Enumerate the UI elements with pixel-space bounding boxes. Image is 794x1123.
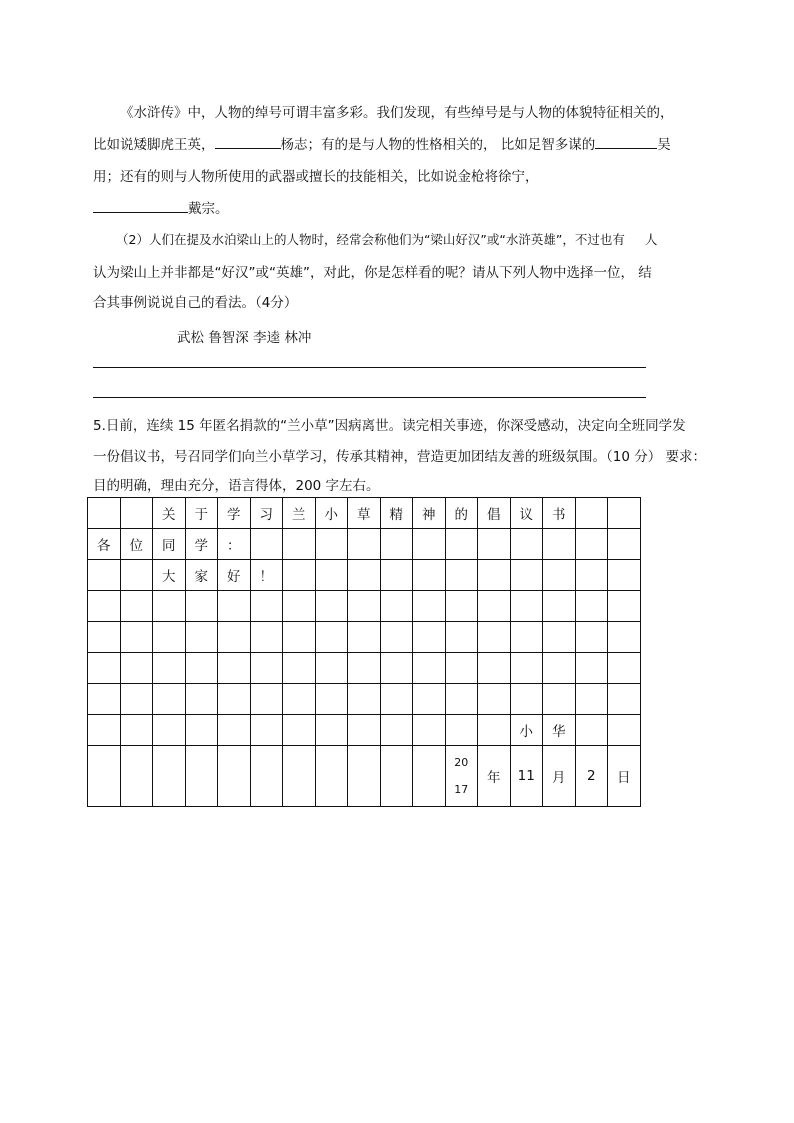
grid-cell[interactable] — [380, 746, 413, 807]
character-options: 武松 鲁智深 李逵 林冲 — [177, 330, 312, 346]
grid-row — [88, 591, 641, 622]
grid-cell[interactable] — [510, 653, 543, 684]
grid-cell[interactable] — [88, 715, 121, 746]
grid-cell[interactable]: 小 — [510, 715, 543, 746]
q5-line1: 5.日前，连续 15 年匿名捐款的“兰小草”因病离世。读完相关事迹，你深受感动，决定向全班同学发 — [93, 418, 686, 434]
grid-cell[interactable] — [413, 622, 446, 653]
grid-cell[interactable]: 日 — [608, 746, 641, 807]
grid-cell[interactable] — [413, 529, 446, 560]
grid-cell[interactable] — [575, 715, 608, 746]
grid-cell[interactable]: 学 — [185, 529, 218, 560]
grid-cell[interactable] — [380, 715, 413, 746]
grid-cell[interactable]: 议 — [510, 498, 543, 529]
grid-row — [88, 684, 641, 715]
grid-cell[interactable] — [478, 622, 511, 653]
grid-cell[interactable] — [153, 591, 186, 622]
grid-cell[interactable] — [153, 622, 186, 653]
grid-cell[interactable]: 精 — [380, 498, 413, 529]
grid-cell[interactable] — [250, 591, 283, 622]
grid-cell[interactable] — [315, 529, 348, 560]
grid-cell[interactable] — [88, 498, 121, 529]
grid-cell[interactable] — [510, 591, 543, 622]
grid-cell[interactable] — [120, 715, 153, 746]
grid-cell[interactable] — [348, 746, 381, 807]
grid-cell[interactable] — [185, 622, 218, 653]
grid-cell[interactable] — [575, 591, 608, 622]
grid-cell[interactable] — [120, 560, 153, 591]
grid-cell[interactable] — [608, 591, 641, 622]
grid-cell[interactable] — [88, 591, 121, 622]
q4-part1-line2-text-b: 杨志；有的是与人物的性格相关的， 比如足智多谋的 — [280, 137, 596, 153]
grid-cell[interactable] — [88, 684, 121, 715]
grid-row — [88, 746, 641, 807]
grid-cell[interactable] — [445, 653, 478, 684]
grid-cell[interactable] — [250, 715, 283, 746]
grid-cell[interactable] — [510, 529, 543, 560]
grid-cell[interactable] — [348, 529, 381, 560]
grid-cell[interactable] — [575, 560, 608, 591]
q4-part1-line2 — [93, 133, 671, 153]
q4-part2-line3: 合其事例说说自己的看法。（4分） — [93, 295, 298, 311]
grid-cell[interactable] — [445, 715, 478, 746]
grid-cell[interactable] — [510, 622, 543, 653]
grid-row — [88, 715, 641, 746]
grid-cell[interactable] — [88, 653, 121, 684]
grid-cell[interactable]: 月 — [543, 746, 576, 807]
grid-cell[interactable] — [413, 591, 446, 622]
grid-cell[interactable] — [445, 560, 478, 591]
writing-grid — [87, 497, 641, 807]
grid-cell[interactable]: 草 — [348, 498, 381, 529]
q4-part1-line2-text-c: 吴 — [657, 137, 671, 153]
grid-cell[interactable] — [510, 684, 543, 715]
grid-cell[interactable] — [608, 529, 641, 560]
grid-cell[interactable]: 华 — [543, 715, 576, 746]
grid-cell[interactable] — [543, 622, 576, 653]
grid-cell[interactable] — [348, 560, 381, 591]
grid-cell[interactable] — [478, 684, 511, 715]
grid-cell[interactable] — [478, 715, 511, 746]
grid-cell[interactable] — [380, 560, 413, 591]
q4-part2-line1 — [116, 230, 657, 248]
grid-cell[interactable] — [120, 653, 153, 684]
grid-cell[interactable]: 小 — [315, 498, 348, 529]
grid-cell[interactable] — [218, 622, 251, 653]
grid-cell[interactable] — [608, 622, 641, 653]
grid-cell[interactable] — [250, 684, 283, 715]
grid-cell[interactable] — [315, 653, 348, 684]
q4-part1-line4 — [93, 197, 229, 217]
grid-cell[interactable] — [185, 684, 218, 715]
grid-cell[interactable] — [250, 653, 283, 684]
grid-cell[interactable]: 年 — [478, 746, 511, 807]
grid-cell[interactable] — [218, 591, 251, 622]
grid-cell[interactable] — [348, 591, 381, 622]
grid-cell[interactable]: 关 — [153, 498, 186, 529]
grid-cell[interactable] — [608, 498, 641, 529]
grid-cell[interactable] — [185, 746, 218, 807]
grid-cell[interactable]: 20 17 — [445, 746, 478, 807]
grid-cell[interactable] — [315, 684, 348, 715]
grid-cell[interactable] — [153, 715, 186, 746]
grid-cell[interactable] — [283, 591, 316, 622]
q4-part2-line1-text: （2）人们在提及水泊梁山上的人物时，经常会称他们为“梁山好汉”或“水浒英雄”，不过也有 — [116, 232, 625, 247]
grid-cell[interactable]: 于 — [185, 498, 218, 529]
grid-cell[interactable] — [315, 715, 348, 746]
grid-cell[interactable] — [575, 653, 608, 684]
grid-cell[interactable]: 家 — [185, 560, 218, 591]
q4-part1-line2-text-a: 比如说矮脚虎王英， — [93, 137, 215, 153]
grid-cell[interactable] — [250, 622, 283, 653]
grid-cell[interactable] — [348, 622, 381, 653]
grid-cell[interactable]: 11 — [510, 746, 543, 807]
grid-cell[interactable]: ！ — [250, 560, 283, 591]
answer-blank-yangzhi[interactable] — [215, 135, 281, 149]
grid-cell[interactable] — [380, 622, 413, 653]
grid-cell[interactable] — [445, 684, 478, 715]
grid-cell[interactable] — [445, 591, 478, 622]
grid-cell[interactable]: 好 — [218, 560, 251, 591]
grid-cell[interactable] — [120, 591, 153, 622]
grid-cell[interactable] — [413, 715, 446, 746]
grid-cell[interactable]: 学 — [218, 498, 251, 529]
grid-cell[interactable] — [543, 591, 576, 622]
grid-cell[interactable] — [445, 622, 478, 653]
grid-cell[interactable] — [413, 560, 446, 591]
grid-cell[interactable] — [120, 746, 153, 807]
answer-line-1[interactable] — [93, 367, 646, 368]
answer-blank-daizong[interactable] — [93, 199, 188, 213]
grid-cell[interactable] — [445, 529, 478, 560]
grid-cell[interactable]: 同 — [153, 529, 186, 560]
answer-line-2[interactable] — [93, 397, 646, 398]
grid-cell[interactable] — [283, 684, 316, 715]
grid-cell[interactable] — [543, 653, 576, 684]
grid-cell[interactable] — [315, 622, 348, 653]
grid-cell[interactable]: 习 — [250, 498, 283, 529]
grid-cell[interactable] — [120, 498, 153, 529]
grid-row — [88, 622, 641, 653]
q4-part1-line1: 《水浒传》中，人物的绰号可谓丰富多彩。我们发现，有些绰号是与人物的体貌特征相关的， — [120, 105, 674, 121]
grid-row — [88, 653, 641, 684]
grid-cell[interactable] — [575, 498, 608, 529]
grid-cell[interactable] — [153, 746, 186, 807]
grid-cell[interactable] — [413, 746, 446, 807]
grid-cell[interactable] — [218, 684, 251, 715]
grid-cell[interactable]: 2 — [575, 746, 608, 807]
grid-cell[interactable] — [283, 715, 316, 746]
grid-cell[interactable]: 神 — [413, 498, 446, 529]
grid-cell[interactable] — [543, 529, 576, 560]
grid-cell[interactable]: ： — [218, 529, 251, 560]
grid-cell[interactable] — [348, 653, 381, 684]
grid-cell[interactable]: 的 — [445, 498, 478, 529]
grid-cell[interactable] — [380, 684, 413, 715]
grid-cell[interactable] — [88, 622, 121, 653]
grid-cell[interactable] — [543, 560, 576, 591]
grid-cell[interactable] — [380, 591, 413, 622]
grid-cell[interactable]: 大 — [153, 560, 186, 591]
grid-cell[interactable] — [218, 715, 251, 746]
grid-cell[interactable] — [575, 622, 608, 653]
grid-cell[interactable] — [478, 560, 511, 591]
grid-cell[interactable] — [348, 684, 381, 715]
grid-cell[interactable] — [413, 684, 446, 715]
grid-cell[interactable] — [510, 560, 543, 591]
grid-cell[interactable]: 各 — [88, 529, 121, 560]
grid-cell[interactable]: 位 — [120, 529, 153, 560]
grid-cell[interactable]: 书 — [543, 498, 576, 529]
grid-cell[interactable] — [315, 591, 348, 622]
grid-cell[interactable] — [120, 622, 153, 653]
grid-cell[interactable] — [283, 653, 316, 684]
grid-cell[interactable] — [283, 560, 316, 591]
grid-cell[interactable] — [88, 560, 121, 591]
grid-cell[interactable] — [88, 746, 121, 807]
grid-row — [88, 529, 641, 560]
grid-row — [88, 498, 641, 529]
q5-line3: 目的明确，理由充分，语言得体，200 字左右。 — [93, 478, 380, 494]
grid-cell[interactable] — [608, 684, 641, 715]
grid-cell[interactable] — [185, 653, 218, 684]
grid-row — [88, 560, 641, 591]
grid-cell[interactable] — [608, 715, 641, 746]
grid-cell[interactable]: 倡 — [478, 498, 511, 529]
grid-cell[interactable] — [478, 653, 511, 684]
grid-cell[interactable] — [283, 622, 316, 653]
grid-cell[interactable]: 兰 — [283, 498, 316, 529]
grid-cell[interactable] — [380, 529, 413, 560]
grid-cell[interactable] — [315, 746, 348, 807]
grid-cell[interactable] — [218, 653, 251, 684]
grid-cell[interactable] — [478, 529, 511, 560]
q5-line2: 一份倡议书，号召同学们向兰小草学习，传承其精神，营造更加团结友善的班级氛围。（10 分） 要求： — [93, 449, 707, 465]
q4-part2-line2: 认为梁山上并非都是“好汉”或“英雄”，对此，你是怎样看的呢？请从下列人物中选择一位， 结 — [93, 265, 652, 281]
q4-part1-line3: 用；还有的则与人物所使用的武器或擅长的技能相关，比如说金枪将徐宁， — [93, 169, 539, 185]
grid-cell[interactable] — [575, 684, 608, 715]
q4-part1-line4-text: 戴宗。 — [188, 201, 229, 217]
grid-cell[interactable] — [478, 591, 511, 622]
grid-cell[interactable] — [608, 560, 641, 591]
grid-cell[interactable] — [283, 746, 316, 807]
grid-cell[interactable] — [575, 529, 608, 560]
grid-cell[interactable] — [380, 653, 413, 684]
grid-cell[interactable] — [153, 653, 186, 684]
grid-cell[interactable] — [185, 715, 218, 746]
grid-cell[interactable] — [218, 746, 251, 807]
grid-cell[interactable] — [153, 684, 186, 715]
q4-part2-line1-end: 人 — [644, 232, 658, 247]
grid-cell[interactable] — [120, 684, 153, 715]
grid-cell[interactable] — [608, 653, 641, 684]
grid-cell[interactable] — [413, 653, 446, 684]
grid-cell[interactable] — [185, 591, 218, 622]
grid-cell[interactable] — [348, 715, 381, 746]
grid-cell[interactable] — [283, 529, 316, 560]
grid-cell[interactable] — [543, 684, 576, 715]
grid-cell[interactable] — [315, 560, 348, 591]
grid-cell[interactable] — [250, 746, 283, 807]
answer-blank-wuyong[interactable] — [595, 135, 657, 149]
grid-cell[interactable] — [250, 529, 283, 560]
